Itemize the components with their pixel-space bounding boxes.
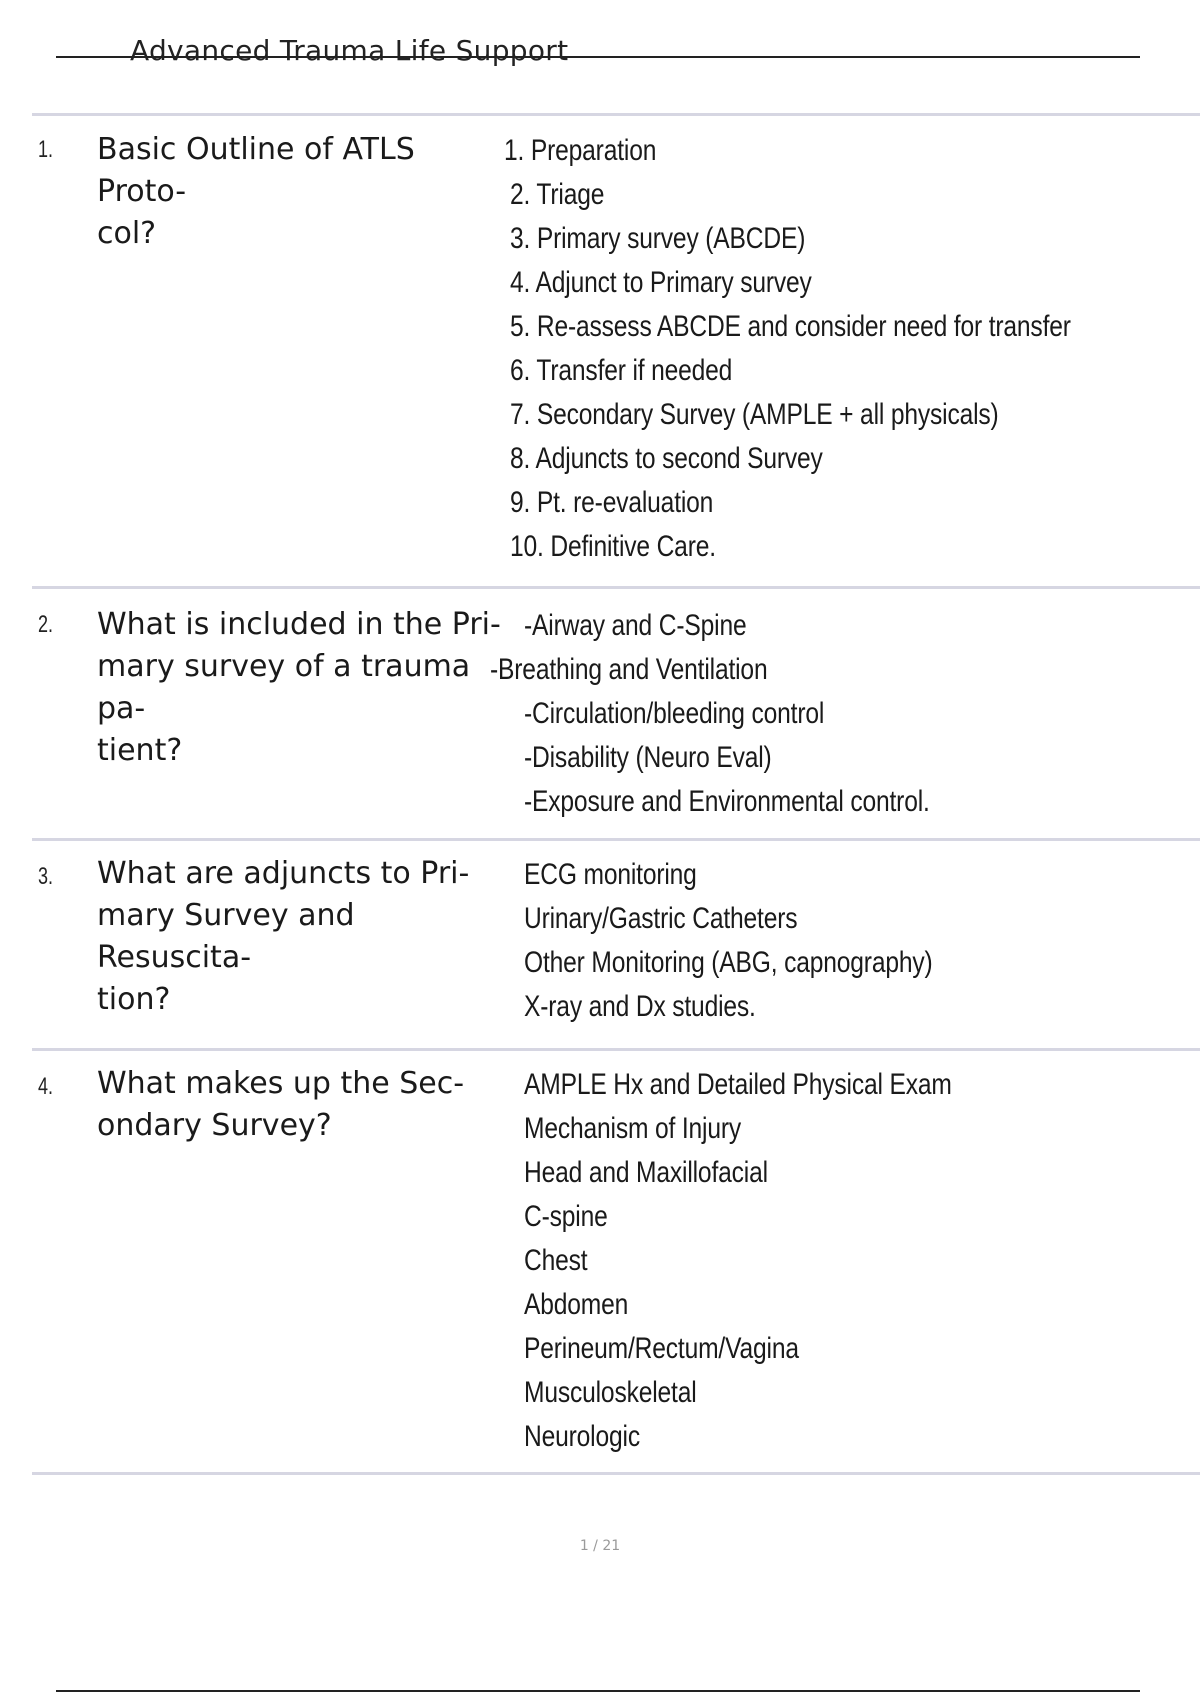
answer-item: 7. Secondary Survey (AMPLE + all physicals) xyxy=(510,398,999,431)
card-number: 4. xyxy=(38,1073,54,1100)
card-question xyxy=(97,1063,507,1147)
flashcard-1 xyxy=(32,113,1200,591)
answer-item: -Airway and C-Spine xyxy=(524,609,747,642)
question-line: col? xyxy=(97,216,157,251)
answer-item: X-ray and Dx studies. xyxy=(524,990,756,1023)
flashcard-4 xyxy=(32,1048,1200,1475)
card-number: 2. xyxy=(38,611,54,638)
card-answer-list xyxy=(490,604,1019,824)
answer-item: Perineum/Rectum/Vagina xyxy=(524,1332,799,1365)
answer-item: 2. Triage xyxy=(510,178,605,211)
card-question xyxy=(97,129,507,255)
question-line: Basic Outline of ATLS Proto- xyxy=(97,132,415,209)
question-line: ondary Survey? xyxy=(97,1108,332,1143)
card-question xyxy=(97,604,507,772)
answer-item: C-spine xyxy=(524,1200,608,1233)
answer-item: 1. Preparation xyxy=(504,134,657,167)
answer-item: 8. Adjuncts to second Survey xyxy=(510,442,823,475)
answer-item: -Breathing and Ventilation xyxy=(490,653,768,686)
answer-item: 6. Transfer if needed xyxy=(510,354,733,387)
answer-item: ECG monitoring xyxy=(524,858,697,891)
question-line: tient? xyxy=(97,733,183,768)
answer-item: Chest xyxy=(524,1244,588,1277)
card-divider xyxy=(32,1472,1200,1475)
answer-item: 9. Pt. re-evaluation xyxy=(510,486,714,519)
flashcard-2 xyxy=(32,586,1200,841)
answer-item: -Disability (Neuro Eval) xyxy=(524,741,772,774)
answer-item: 4. Adjunct to Primary survey xyxy=(510,266,812,299)
question-line: mary survey of a trauma pa- xyxy=(97,649,471,726)
answer-item: 10. Definitive Care. xyxy=(510,530,716,563)
document-title: Advanced Trauma Life Support xyxy=(130,34,569,67)
answer-item: Head and Maxillofacial xyxy=(524,1156,768,1189)
page-indicator: 1 / 21 xyxy=(579,1538,621,1554)
answer-item: Other Monitoring (ABG, capnography) xyxy=(524,946,933,979)
page-header xyxy=(56,30,1140,70)
footer-line xyxy=(56,1690,1140,1692)
card-answer-list xyxy=(524,1063,1046,1459)
question-line: What is included in the Pri- xyxy=(97,607,501,642)
answer-item: Mechanism of Injury xyxy=(524,1112,742,1145)
answer-item: Abdomen xyxy=(524,1288,629,1321)
card-answer-list xyxy=(504,129,1194,569)
answer-item: Musculoskeletal xyxy=(524,1376,697,1409)
answer-item: -Exposure and Environmental control. xyxy=(524,785,930,818)
card-number: 3. xyxy=(38,863,54,890)
flashcard-3 xyxy=(32,838,1200,1051)
card-number: 1. xyxy=(38,136,54,163)
card-question xyxy=(97,853,507,1021)
question-line: What are adjuncts to Pri- xyxy=(97,856,470,891)
answer-item: Neurologic xyxy=(524,1420,640,1453)
question-line: tion? xyxy=(97,982,171,1017)
answer-item: 5. Re-assess ABCDE and consider need for transfer xyxy=(510,310,1071,343)
answer-item: Urinary/Gastric Catheters xyxy=(524,902,798,935)
card-answer-list xyxy=(524,853,1022,1029)
answer-item: AMPLE Hx and Detailed Physical Exam xyxy=(524,1068,952,1101)
answer-item: 3. Primary survey (ABCDE) xyxy=(510,222,806,255)
question-line: What makes up the Sec- xyxy=(97,1066,465,1101)
question-line: mary Survey and Resuscita- xyxy=(97,898,355,975)
answer-item: -Circulation/bleeding control xyxy=(524,697,825,730)
